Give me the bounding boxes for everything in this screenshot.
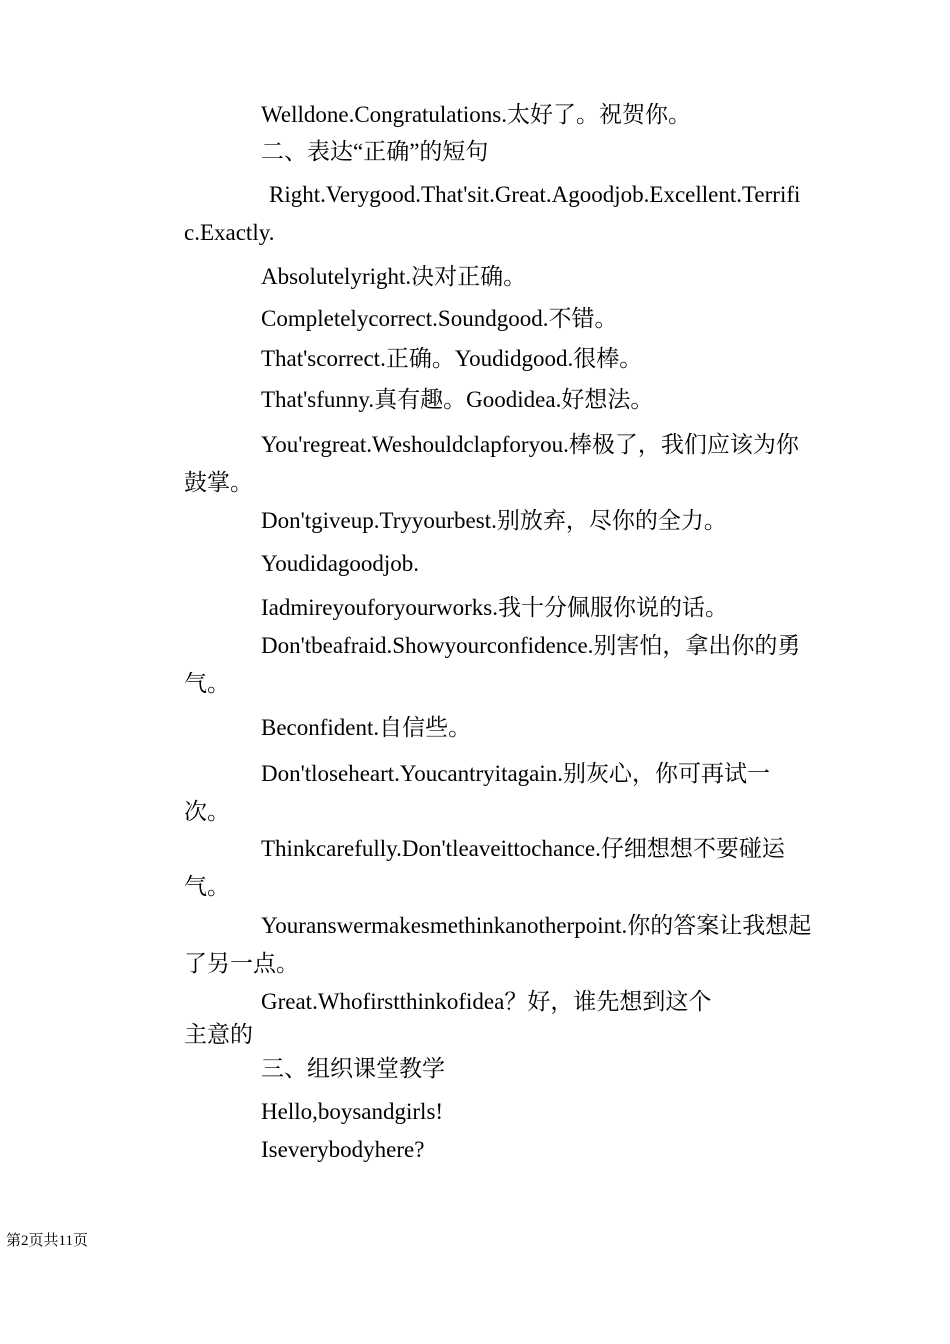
paragraph-dont-be-afraid: Don'tbeafraid.Showyourconfidence.别害怕，拿出你的勇气。 <box>184 633 801 696</box>
paragraph-hello: Hello,boysandgirls! <box>261 1099 444 1124</box>
section-heading-correct: 二、表达“正确”的短句 <box>261 139 489 164</box>
paragraph-thats-funny: That'sfunny.真有趣。Goodidea.好想法。 <box>261 387 654 412</box>
paragraph-thats-correct: That'scorrect.正确。Youdidgood.很棒。 <box>261 346 643 371</box>
paragraph-great-who-first: Great.Whofirstthinkofidea？好，谁先想到这个 <box>261 989 712 1014</box>
paragraph-i-admire-you: Iadmireyouforyourworks.我十分佩服你说的话。 <box>261 595 728 620</box>
section-heading-classroom: 三、组织课堂教学 <box>261 1056 445 1081</box>
paragraph-idea-continuation: 主意的 <box>184 1022 253 1047</box>
paragraph-be-confident: Beconfident.自信些。 <box>261 715 472 740</box>
paragraph-you-did-a-good-job: Youdidagoodjob. <box>261 551 420 576</box>
paragraph-is-everybody-here: Iseverybodyhere? <box>261 1137 425 1162</box>
paragraph-welldone: Welldone.Congratulations.太好了。祝贺你。 <box>261 102 691 127</box>
paragraph-dont-give-up: Don'tgiveup.Tryyourbest.别放弃，尽你的全力。 <box>261 508 727 533</box>
paragraph-your-answer: Youranswermakesmethinkanotherpoint.你的答案让我想起了另一点。 <box>184 913 812 976</box>
paragraph-youre-great: You'regreat.Weshouldclapforyou.棒极了，我们应该为你鼓掌。 <box>184 432 799 495</box>
paragraph-absolutely-right: Absolutelyright.决对正确。 <box>261 264 527 289</box>
paragraph-right-verygood: Right.Verygood.That'sit.Great.Agoodjob.Excellent.Terrific.Exactly. <box>184 182 801 245</box>
paragraph-think-carefully: Thinkcarefully.Don'tleaveittochance.仔细想想不要碰运气。 <box>184 836 785 899</box>
paragraph-dont-lose-heart: Don'tloseheart.Youcantryitagain.别灰心，你可再试一次。 <box>184 761 771 824</box>
page-footer: 第2页共11页 <box>6 1233 88 1249</box>
paragraph-completely-correct: Completelycorrect.Soundgood.不错。 <box>261 306 618 331</box>
